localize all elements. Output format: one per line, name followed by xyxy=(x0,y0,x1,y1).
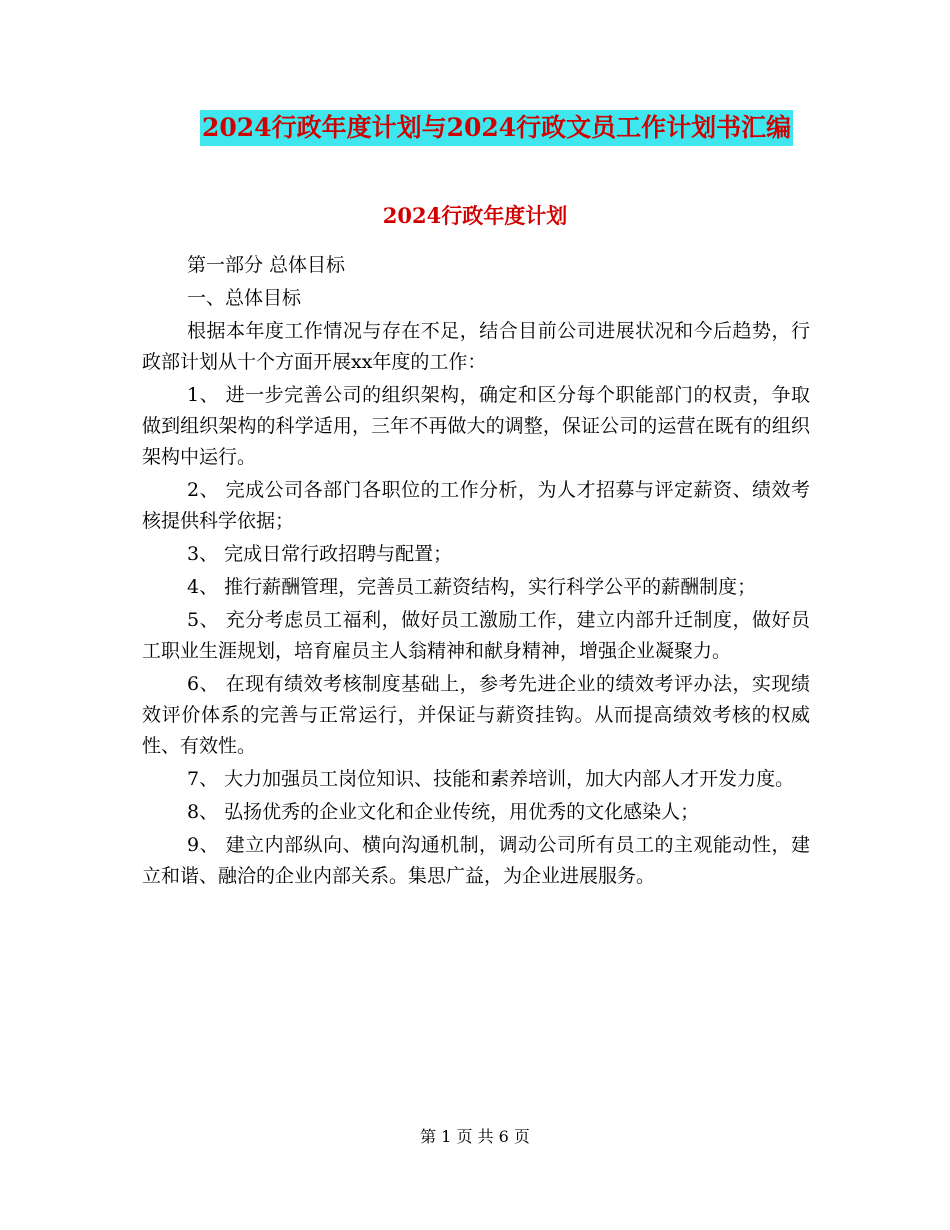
page-footer: 第 1 页 共 6 页 xyxy=(420,1127,530,1146)
part-heading: 第一部分 总体目标 xyxy=(187,254,346,276)
list-item: 5、 充分考虑员工福利，做好员工激励工作，建立内部升迁制度，做好员工职业生涯规划，培育雇员主人翁精神和献身精神，增强企业凝聚力。 xyxy=(142,609,810,662)
list-item: 7、 大力加强员工岗位知识、技能和素养培训，加大内部人才开发力度。 xyxy=(187,768,795,790)
list-item: 2、 完成公司各部门各职位的工作分析，为人才招募与评定薪资、绩效考核提供科学依据； xyxy=(142,479,810,532)
section-title: 2024行政年度计划 xyxy=(382,203,568,228)
document-title: 2024行政年度计划与2024行政文员工作计划书汇编 xyxy=(200,110,793,146)
list-item: 9、 建立内部纵向、横向沟通机制，调动公司所有员工的主观能动性，建立和谐、融洽的企业内部关系。集思广益，为企业进展服务。 xyxy=(142,834,810,887)
intro-paragraph: 根据本年度工作情况与存在不足，结合目前公司进展状况和今后趋势，行政部计划从十个方面开展xx年度的工作： xyxy=(142,320,810,373)
list-item: 1、 进一步完善公司的组织架构，确定和区分每个职能部门的权责，争取做到组织架构的科学适用，三年不再做大的调整，保证公司的运营在既有的组织架构中运行。 xyxy=(142,384,810,468)
list-item: 6、 在现有绩效考核制度基础上，参考先进企业的绩效考评办法，实现绩效评价体系的完善与正常运行，并保证与薪资挂钩。从而提高绩效考核的权威性、有效性。 xyxy=(142,673,810,757)
list-item: 8、 弘扬优秀的企业文化和企业传统，用优秀的文化感染人； xyxy=(187,801,700,823)
sub-heading: 一、总体目标 xyxy=(187,287,302,309)
list-item: 4、 推行薪酬管理，完善员工薪资结构，实行科学公平的薪酬制度； xyxy=(187,576,757,598)
document-body xyxy=(142,250,810,894)
list-item: 3、 完成日常行政招聘与配置； xyxy=(187,543,453,565)
